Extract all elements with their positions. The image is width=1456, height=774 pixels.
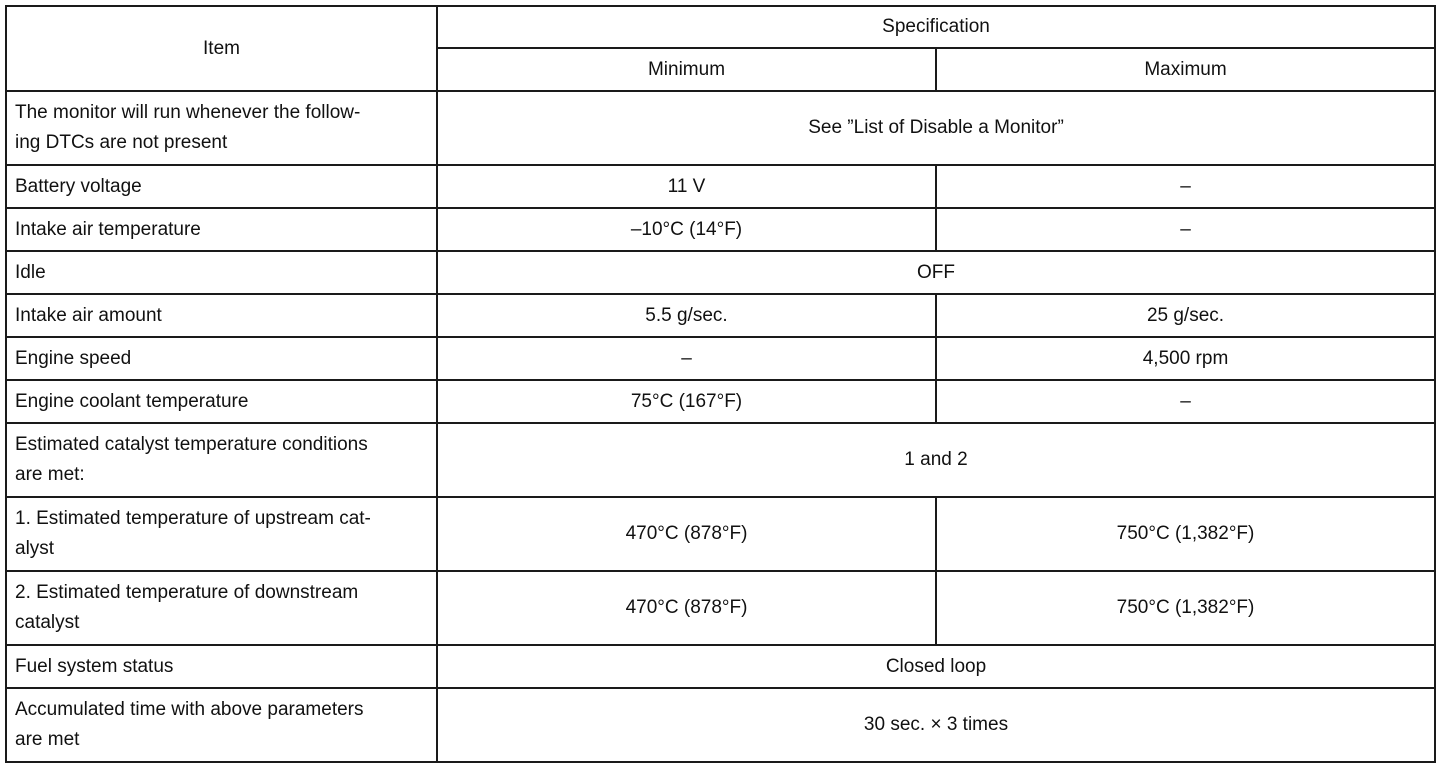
row-item: Engine coolant temperature [6,380,437,423]
row-max: 4,500 rpm [936,337,1435,380]
row-item: Battery voltage [6,165,437,208]
row-min: 11 V [437,165,936,208]
row-max: – [936,380,1435,423]
specification-table [5,5,1436,763]
row-item: 1. Estimated temperature of upstream cat- alyst [6,497,437,571]
header-maximum: Maximum [936,48,1435,91]
table-row [6,423,1435,497]
row-item: Intake air amount [6,294,437,337]
row-max: 750°C (1,382°F) [936,571,1435,645]
row-item: Idle [6,251,437,294]
table-row [6,645,1435,688]
table-row [6,91,1435,165]
row-spec: 30 sec. × 3 times [437,688,1435,762]
row-max: 750°C (1,382°F) [936,497,1435,571]
table-row [6,165,1435,208]
row-max: 25 g/sec. [936,294,1435,337]
row-item: Fuel system status [6,645,437,688]
row-item: Estimated catalyst temperature conditions are met: [6,423,437,497]
header-item: Item [6,6,437,91]
row-max: – [936,208,1435,251]
table-row [6,380,1435,423]
table-row [6,497,1435,571]
row-item: The monitor will run whenever the follow- ing DTCs are not present [6,91,437,165]
table-row [6,571,1435,645]
row-item: Intake air temperature [6,208,437,251]
row-max: – [936,165,1435,208]
table-row [6,251,1435,294]
table-row [6,294,1435,337]
row-min: 5.5 g/sec. [437,294,936,337]
row-item: 2. Estimated temperature of downstream catalyst [6,571,437,645]
table-row [6,208,1435,251]
row-min: 75°C (167°F) [437,380,936,423]
row-min: – [437,337,936,380]
header-specification: Specification [437,6,1435,48]
table-row [6,337,1435,380]
row-min: –10°C (14°F) [437,208,936,251]
spec-table-container [5,5,1436,763]
row-item: Accumulated time with above parameters are met [6,688,437,762]
row-min: 470°C (878°F) [437,497,936,571]
row-spec: Closed loop [437,645,1435,688]
header-row-1 [6,6,1435,48]
header-minimum: Minimum [437,48,936,91]
row-spec: 1 and 2 [437,423,1435,497]
row-item: Engine speed [6,337,437,380]
row-spec: See ”List of Disable a Monitor” [437,91,1435,165]
row-spec: OFF [437,251,1435,294]
table-row [6,688,1435,762]
row-min: 470°C (878°F) [437,571,936,645]
